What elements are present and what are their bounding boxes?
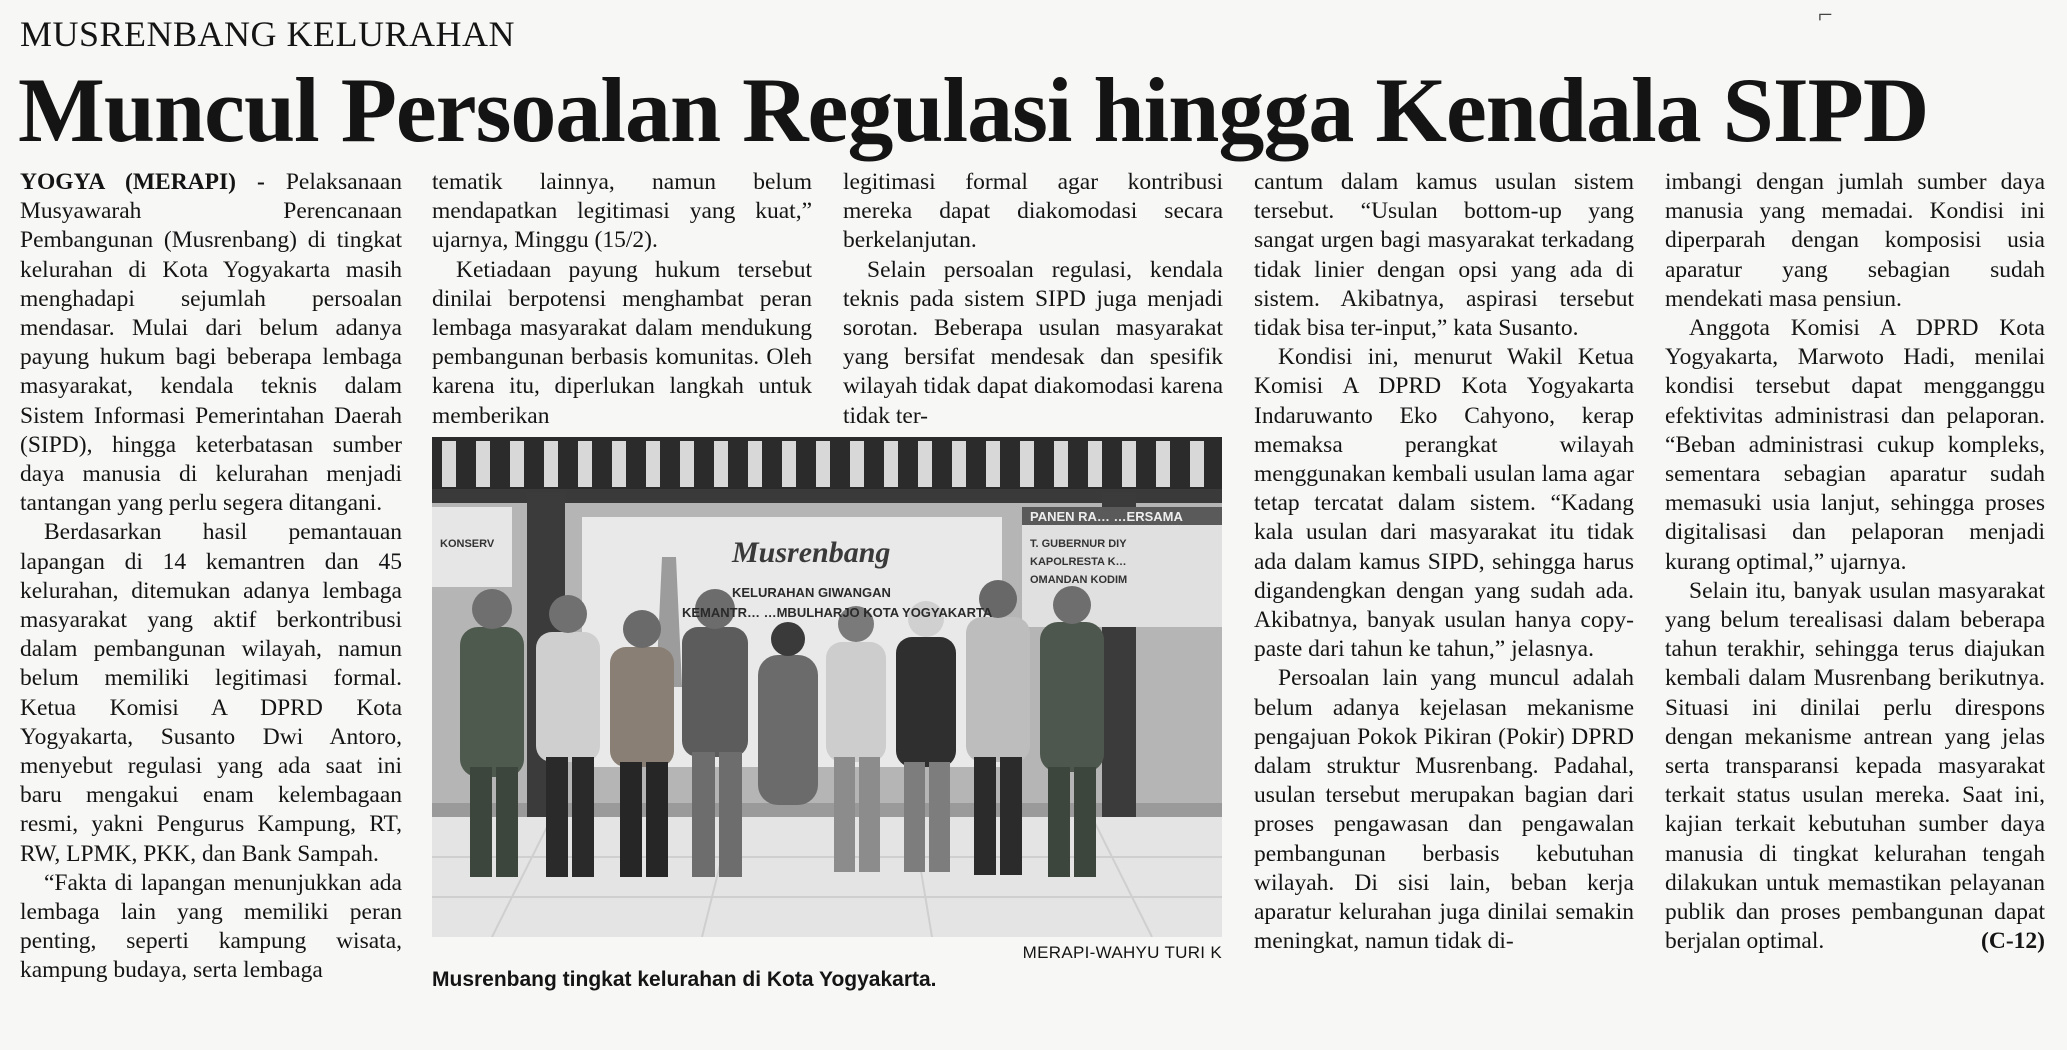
group-photo-illustration — [432, 437, 1222, 937]
article-column-5 — [1665, 168, 2045, 1018]
banner-title: Musrenbang — [732, 536, 891, 569]
article-column-1 — [20, 168, 402, 1018]
corner-mark: ⌐ — [1818, 0, 1833, 29]
article-column-4 — [1254, 168, 1634, 1018]
paragraph: Persoalan lain yang muncul adalah belum adanya kejelasan mekanisme pengajuan Pokok Pikiran (Pokir) DPRD dalam struktur Musrenbang. Padahal, usulan tersebut merupakan bagian dari proses pengawasan dan pengawalan pembangunan berbasis kebutuhan wilayah. Di sisi lain, beban kerja aparatur kelurahan juga dinilai semakin meningkat, namun tidak di- — [1254, 665, 1634, 955]
paragraph: Selain persoalan regulasi, kendala teknis pada sistem SIPD juga menjadi sorotan. Beberapa usulan masyarakat yang bersifat mendesak dan spesifik wilayah tidak dapat diakomodasi karena tidak ter- — [843, 256, 1223, 429]
paragraph: Ketiadaan payung hukum tersebut dinilai berpotensi menghambat peran lembaga masyarakat dalam mendukung pembangunan berbasis komunitas. Oleh karena itu, diperlukan langkah untuk memberikan — [432, 256, 812, 429]
sign-right-line-3: OMANDAN KODIM — [1030, 574, 1128, 586]
sign-right-title: PANEN RA… …ERSAMA — [1030, 509, 1183, 524]
paragraph: Berdasarkan hasil pemantauan lapangan di 14 kemantren dan 45 kelurahan, ditemukan adanya lembaga masyarakat yang aktif berkontribusi dalam pembangunan wilayah, namun belum memiliki legitimasi formal. Ketua Komisi A DPRD Kota Yogyakarta, Susanto Dwi Antoro, menyebut regulasi yang ada saat ini baru mengakui enam kelembagaan resmi, yakni Pengurus Kampung, RT, RW, LPMK, PKK, dan Bank Sampah. — [20, 519, 402, 867]
paragraph: imbangi dengan jumlah sumber daya manusia yang memadai. Kondisi ini diperparah dengan komposisi usia aparatur yang sebagian sudah mendekati masa pensiun. — [1665, 169, 2045, 312]
paragraph: cantum dalam kamus usulan sistem tersebut. “Usulan bottom-up yang sangat urgen bagi masyarakat terkadang tidak linier dengan opsi yang ada di sistem. Akibatnya, aspirasi tersebut tidak bisa ter-input,” kata Susanto. — [1254, 169, 1634, 342]
author-signature: (C-12) — [1981, 928, 2045, 955]
headline: Muncul Persoalan Regulasi hingga Kendala SIPD — [18, 59, 1929, 161]
sign-right-line-2: KAPOLRESTA K… — [1030, 556, 1127, 568]
paragraph-text: Pelaksanaan Musyawarah Perencanaan Pembangunan (Musrenbang) di tingkat kelurahan di Kota Yogyakarta masih menghadapi sejumlah persoalan mendasar. Mulai dari belum adanya payung hukum bagi beberapa lembaga masyarakat, kendala teknis dalam Sistem Informasi Pemerintahan Daerah (SIPD), hingga keterbatasan sumber daya manusia di kelurahan menjadi tantangan yang perlu segera ditangani. — [20, 169, 402, 517]
article-column-2 — [432, 168, 812, 438]
sign-left-text: KONSERV — [440, 538, 495, 550]
paragraph-text: Selain itu, banyak usulan masyarakat yang belum terealisasi dalam beberapa tahun terakhir, sehingga terus diajukan kembali dalam Musrenbang berikutnya. Situasi ini dinilai perlu direspons dengan mekanisme antrean yang jelas serta transparansi kepada masyarakat terkait status usulan mereka. Saat ini, kajian terkait kebutuhan sumber daya manusia di tingkat kelurahan tengah dilakukan untuk memastikan pelayanan publik dan proses pembangunan dapat berjalan optimal. — [1665, 577, 2045, 955]
sign-right-line-1: T. GUBERNUR DIY — [1030, 538, 1127, 550]
banner-line-1: KELURAHAN GIWANGAN — [732, 585, 891, 600]
paragraph: tematik lainnya, namun belum mendapatkan legitimasi yang kuat,” ujarnya, Minggu (15/2). — [432, 169, 812, 254]
photo-caption: Musrenbang tingkat kelurahan di Kota Yogyakarta. — [432, 968, 937, 991]
dateline: YOGYA (MERAPI) - — [20, 169, 265, 195]
paragraph: Anggota Komisi A DPRD Kota Yogyakarta, Marwoto Hadi, menilai kondisi tersebut dapat mengganggu efektivitas administrasi dan pelaporan. “Beban administrasi cukup kompleks, sementara sebagian aparatur sudah memasuki usia lanjut, sehingga proses digitalisasi dan pelaporan menjadi kurang optimal,” ujarnya. — [1665, 315, 2045, 575]
paragraph: legitimasi formal agar kontribusi mereka dapat diakomodasi secara berkelanjutan. — [843, 169, 1223, 254]
paragraph: Kondisi ini, menurut Wakil Ketua Komisi A DPRD Kota Yogyakarta Indaruwanto Eko Cahyono, kerap memaksa perangkat wilayah menggunakan kembali usulan lama agar tetap tercatat dalam sistem. “Kadang kala usulan dari masyarakat itu tidak ada dalam kamus SIPD, sehingga harus digandengkan dengan yang sudah ada. Akibatnya, banyak usulan hanya copy-paste dari tahun ke tahun,” jelasnya. — [1254, 344, 1634, 663]
section-kicker: MUSRENBANG KELURAHAN — [20, 14, 516, 54]
paragraph — [1665, 577, 2045, 957]
photo-credit: MERAPI-WAHYU TURI K — [1022, 943, 1222, 962]
lead-paragraph — [20, 168, 402, 518]
article-column-3 — [843, 168, 1223, 438]
paragraph: “Fakta di lapangan menunjukkan ada lembaga lain yang memiliki peran penting, seperti kampung wisata, kampung budaya, serta lembaga — [20, 869, 402, 984]
news-photo — [432, 437, 1222, 937]
banner-line-2: KEMANTR… …MBULHARJO KOTA YOGYAKARTA — [682, 605, 993, 620]
